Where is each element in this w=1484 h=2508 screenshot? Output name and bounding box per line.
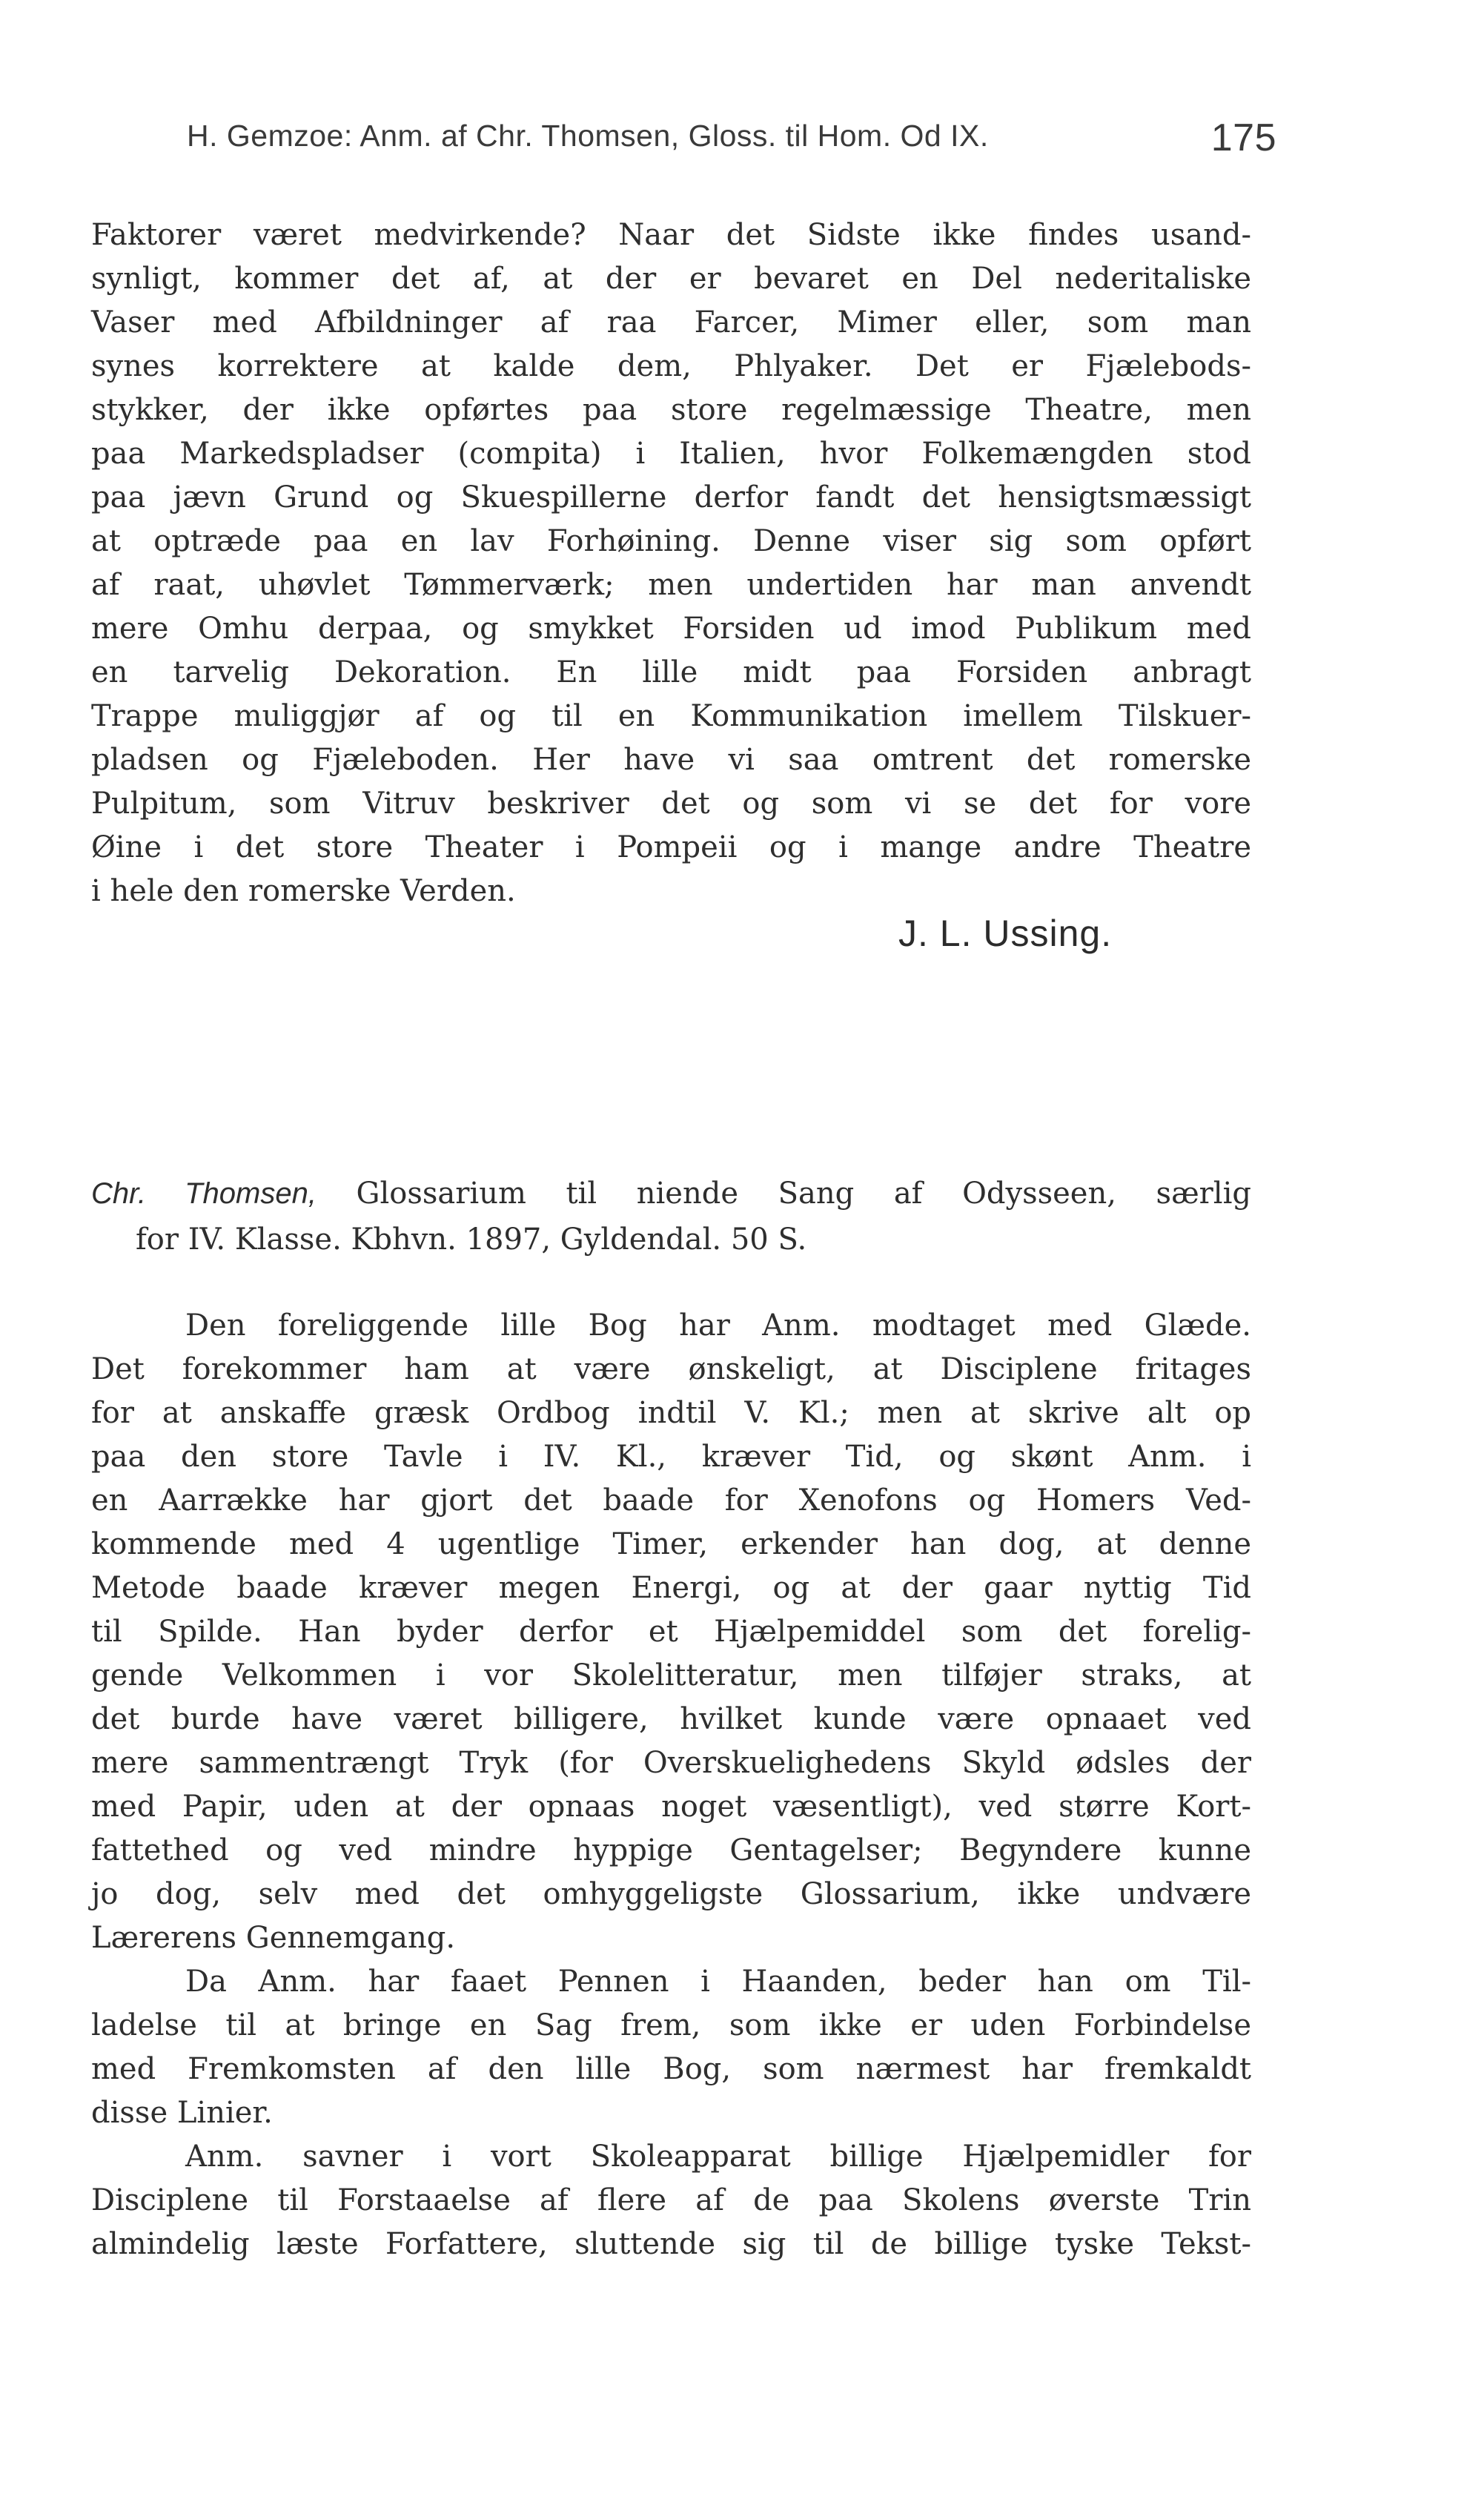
text-line: Metode baade kræver megen Energi, og at der gaar nyttig Tid [91,1571,1251,1605]
page-number: 175 [1210,116,1276,159]
text-line: synes korrektere at kalde dem, Phlyaker. Det er Fjælebods- [91,349,1251,383]
text-line: det burde have været billigere, hvilket kunde være opnaaet ved [91,1702,1251,1736]
text-line: Da Anm. har faaet Pennen i Haanden, beder han om Til- [185,1965,1251,1999]
running-head-title: H. Gemzoe: Anm. af Chr. Thomsen, Gloss. til Hom. Od IX. [187,119,989,153]
review-citation-details: for IV. Klasse. Kbhvn. 1897, Gyldendal. 50 S. [136,1222,807,1257]
text-line: Disciplene til Forstaaelse af flere af de paa Skolens øverste Trin [91,2183,1251,2217]
review-title: Glossarium til niende Sang af Odysseen, særlig [356,1177,1251,1211]
review-author: Chr. Thomsen, [91,1177,317,1210]
text-line: Anm. savner i vort Skoleapparat billige Hjælpemidler for [185,2140,1251,2174]
text-line: Vaser med Afbildninger af raa Farcer, Mimer eller, som man [91,305,1251,340]
text-line: stykker, der ikke opførtes paa store regelmæssige Theatre, men [91,393,1251,427]
text-line: paa jævn Grund og Skuespillerne derfor fandt det hensigtsmæssigt [91,480,1251,514]
text-line: med Fremkomsten af den lille Bog, som nærmest har fremkaldt [91,2052,1251,2086]
text-line: at optræde paa en lav Forhøining. Denne viser sig som opført [91,524,1251,558]
text-line: i hele den romerske Verden. [91,874,516,908]
text-line: Lærerens Gennemgang. [91,1921,456,1955]
text-line: paa Markedspladser (compita) i Italien, hvor Folkemængden stod [91,437,1251,471]
review-citation [91,1177,1251,1211]
text-line: synligt, kommer det af, at der er bevaret en Del nederitaliske [91,262,1251,296]
text-line: Pulpitum, som Vitruv beskriver det og som vi se det for vore [91,787,1251,821]
text-line: Øine i det store Theater i Pompeii og i mange andre Theatre [91,830,1251,864]
text-line: mere sammentrængt Tryk (for Overskuelighedens Skyld ødsles der [91,1746,1251,1780]
text-line: med Papir, uden at der opnaas noget væsentligt), ved større Kort- [91,1790,1251,1824]
text-line: pladsen og Fjæleboden. Her have vi saa omtrent det romerske [91,743,1251,777]
text-line: fattethed og ved mindre hyppige Gentagelser; Begyndere kunne [91,1833,1251,1867]
text-line: kommende med 4 ugentlige Timer, erkender han dog, at denne [91,1527,1251,1561]
text-line: Det forekommer ham at være ønskeligt, at Disciplene fritages [91,1352,1251,1386]
text-line: gende Velkommen i vor Skolelitteratur, men tilføjer straks, at [91,1658,1251,1693]
text-line: af raat, uhøvlet Tømmerværk; men undertiden har man anvendt [91,568,1251,602]
text-line: en Aarrække har gjort det baade for Xenofons og Homers Ved- [91,1483,1251,1518]
text-line: Trappe muliggjør af og til en Kommunikation imellem Tilskuer- [91,699,1251,733]
text-line: almindelig læste Forfattere, sluttende sig til de billige tyske Tekst- [91,2227,1251,2261]
text-line: til Spilde. Han byder derfor et Hjælpemiddel som det forelig- [91,1615,1251,1649]
text-line: Den foreliggende lille Bog har Anm. modtaget med Glæde. [185,1308,1251,1343]
text-line: disse Linier. [91,2096,273,2130]
text-line: Faktorer været medvirkende? Naar det Sidste ikke findes usand- [91,218,1251,252]
signature: J. L. Ussing. [898,913,1113,954]
text-line: ladelse til at bringe en Sag frem, som ikke er uden Forbindelse [91,2008,1251,2042]
running-head [187,116,1276,159]
text-line: en tarvelig Dekoration. En lille midt paa Forsiden anbragt [91,655,1251,689]
text-line: mere Omhu derpaa, og smykket Forsiden ud imod Publikum med [91,612,1251,646]
text-line: paa den store Tavle i IV. Kl., kræver Tid, og skønt Anm. i [91,1440,1251,1474]
text-line: for at anskaffe græsk Ordbog indtil V. Kl.; men at skrive alt op [91,1396,1251,1430]
text-line: jo dog, selv med det omhyggeligste Glossarium, ikke undvære [91,1877,1251,1911]
